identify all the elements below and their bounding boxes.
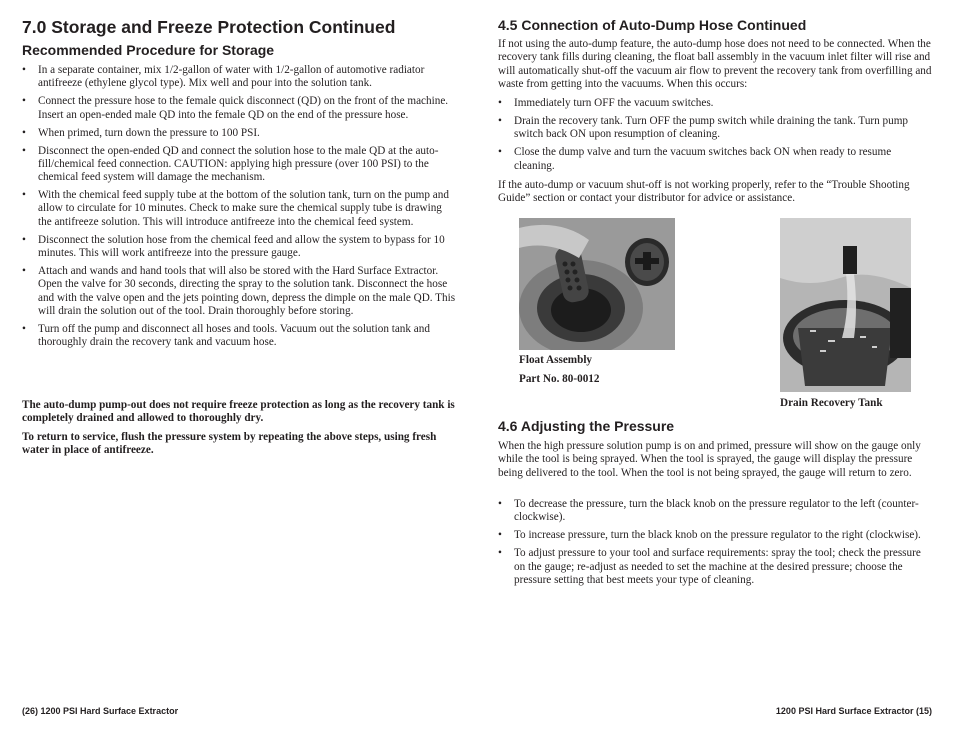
- list-item: • To adjust pressure to your tool and surface requirements: spray the tool; check the pressure on the gauge; re-adjust as needed to set the machine at the desired pressure; choose the pressure setting that best meets your type of cleaning.: [498, 547, 934, 587]
- footer-page-number: (26) 1200 PSI Hard Surface Extractor: [22, 706, 179, 716]
- float-part-number: Part No. 80-0012: [519, 373, 600, 385]
- subsection-title: Recommended Procedure for Storage: [22, 42, 275, 58]
- list-item: • With the chemical feed supply tube at the bottom of the solution tank, turn on the pump and allow to circulate for 10 minutes. Check to make sure the chemical supply tube is drawing the antifreeze solution. This will introduce antifreeze into the chemical feed system.: [22, 189, 458, 229]
- vacuum-shutoff-steps: [498, 97, 934, 178]
- auto-dump-paragraph: If not using the auto-dump feature, the auto-dump hose does not need to be connected. When the recovery tank fills during cleaning, the float ball assembly in the vacuum inlet filter will rise and will automatically shut-off the vacuum air flow to prevent the recovery tank from overfilling and waste from getting into the vacuums. When this occurs:: [498, 38, 932, 90]
- list-item: • To increase pressure, turn the black knob on the pressure regulator to the right (clockwise).: [498, 529, 934, 542]
- section-title: 7.0 Storage and Freeze Protection Continued: [22, 17, 396, 37]
- float-assembly-caption: Float Assembly: [519, 354, 593, 366]
- troubleshooting-paragraph: If the auto-dump or vacuum shut-off is not working properly, refer to the “Trouble Shooting Guide” section or contact your distributor for advice or assistance.: [498, 179, 910, 205]
- list-item: • Disconnect the open-ended QD and connect the solution hose to the male QD at the auto-fill/chemical feed connection. CAUTION: applying high pressure (over 100 PSI) to the chemical feed system will damage the mechanism.: [22, 145, 458, 185]
- pressure-paragraph: When the high pressure solution pump is on and primed, pressure will show on the gauge only while the tool is being sprayed. When the tool is sprayed, the gauge will display the pressure being delivered to the tool. When the tool is not being sprayed, the gauge will return to zero.: [498, 440, 921, 479]
- pressure-adjustment-steps: [498, 498, 934, 592]
- float-assembly-photo: [519, 218, 675, 350]
- storage-steps-list: [22, 64, 458, 354]
- drain-tank-image: [780, 218, 911, 392]
- list-item: • Connect the pressure hose to the female quick disconnect (QD) on the front of the machine. Insert an open-ended male QD into the female QD on the end of the pressure hose.: [22, 95, 458, 122]
- section-heading-4-5: 4.5 Connection of Auto-Dump Hose Continued: [498, 17, 807, 33]
- list-item: • Disconnect the solution hose from the chemical feed and allow the system to bypass for 10 minutes. This will work antifreeze into the pressure gauge.: [22, 234, 458, 261]
- list-item: • Drain the recovery tank. Turn OFF the pump switch while draining the tank. Turn pump switch back ON upon resumption of cleaning.: [498, 115, 934, 142]
- drain-recovery-tank-caption: Drain Recovery Tank: [780, 397, 883, 409]
- auto-dump-note: The auto-dump pump-out does not require freeze protection as long as the recovery tank is completely drained and allowed to thoroughly dry.: [22, 399, 455, 425]
- float-assembly-image: [519, 218, 675, 350]
- list-item: • In a separate container, mix 1/2-gallon of water with 1/2-gallon of automotive radiator antifreeze (ethylene glycol type). Mix well and pour into the solution tank.: [22, 64, 458, 91]
- list-item: • Immediately turn OFF the vacuum switches.: [498, 97, 934, 110]
- list-item: • Attach and wands and hand tools that will also be stored with the Hard Surface Extractor. Open the valve for 30 seconds, directing the spray to the solution tank. Disconnect the hose and with the valve open and the jets pointing down, depress the dimple on the male QD. This will drain the solution out of the tool. Drain thoroughly before storing.: [22, 265, 458, 318]
- return-to-service-note: To return to service, flush the pressure system by repeating the above steps, using fresh water in place of antifreeze.: [22, 431, 437, 457]
- list-item: • When primed, turn down the pressure to 100 PSI.: [22, 127, 458, 140]
- list-item: • Turn off the pump and disconnect all hoses and tools. Vacuum out the solution tank and thoroughly drain the recovery tank and vacuum hose.: [22, 323, 458, 350]
- list-item: • To decrease the pressure, turn the black knob on the pressure regulator to the left (counter-clockwise).: [498, 498, 934, 525]
- footer-page-number: 1200 PSI Hard Surface Extractor (15): [775, 706, 932, 716]
- list-item: • Close the dump valve and turn the vacuum switches back ON when ready to resume cleaning.: [498, 146, 934, 173]
- section-heading-4-6: 4.6 Adjusting the Pressure: [498, 418, 675, 434]
- drain-recovery-tank-photo: [780, 218, 911, 392]
